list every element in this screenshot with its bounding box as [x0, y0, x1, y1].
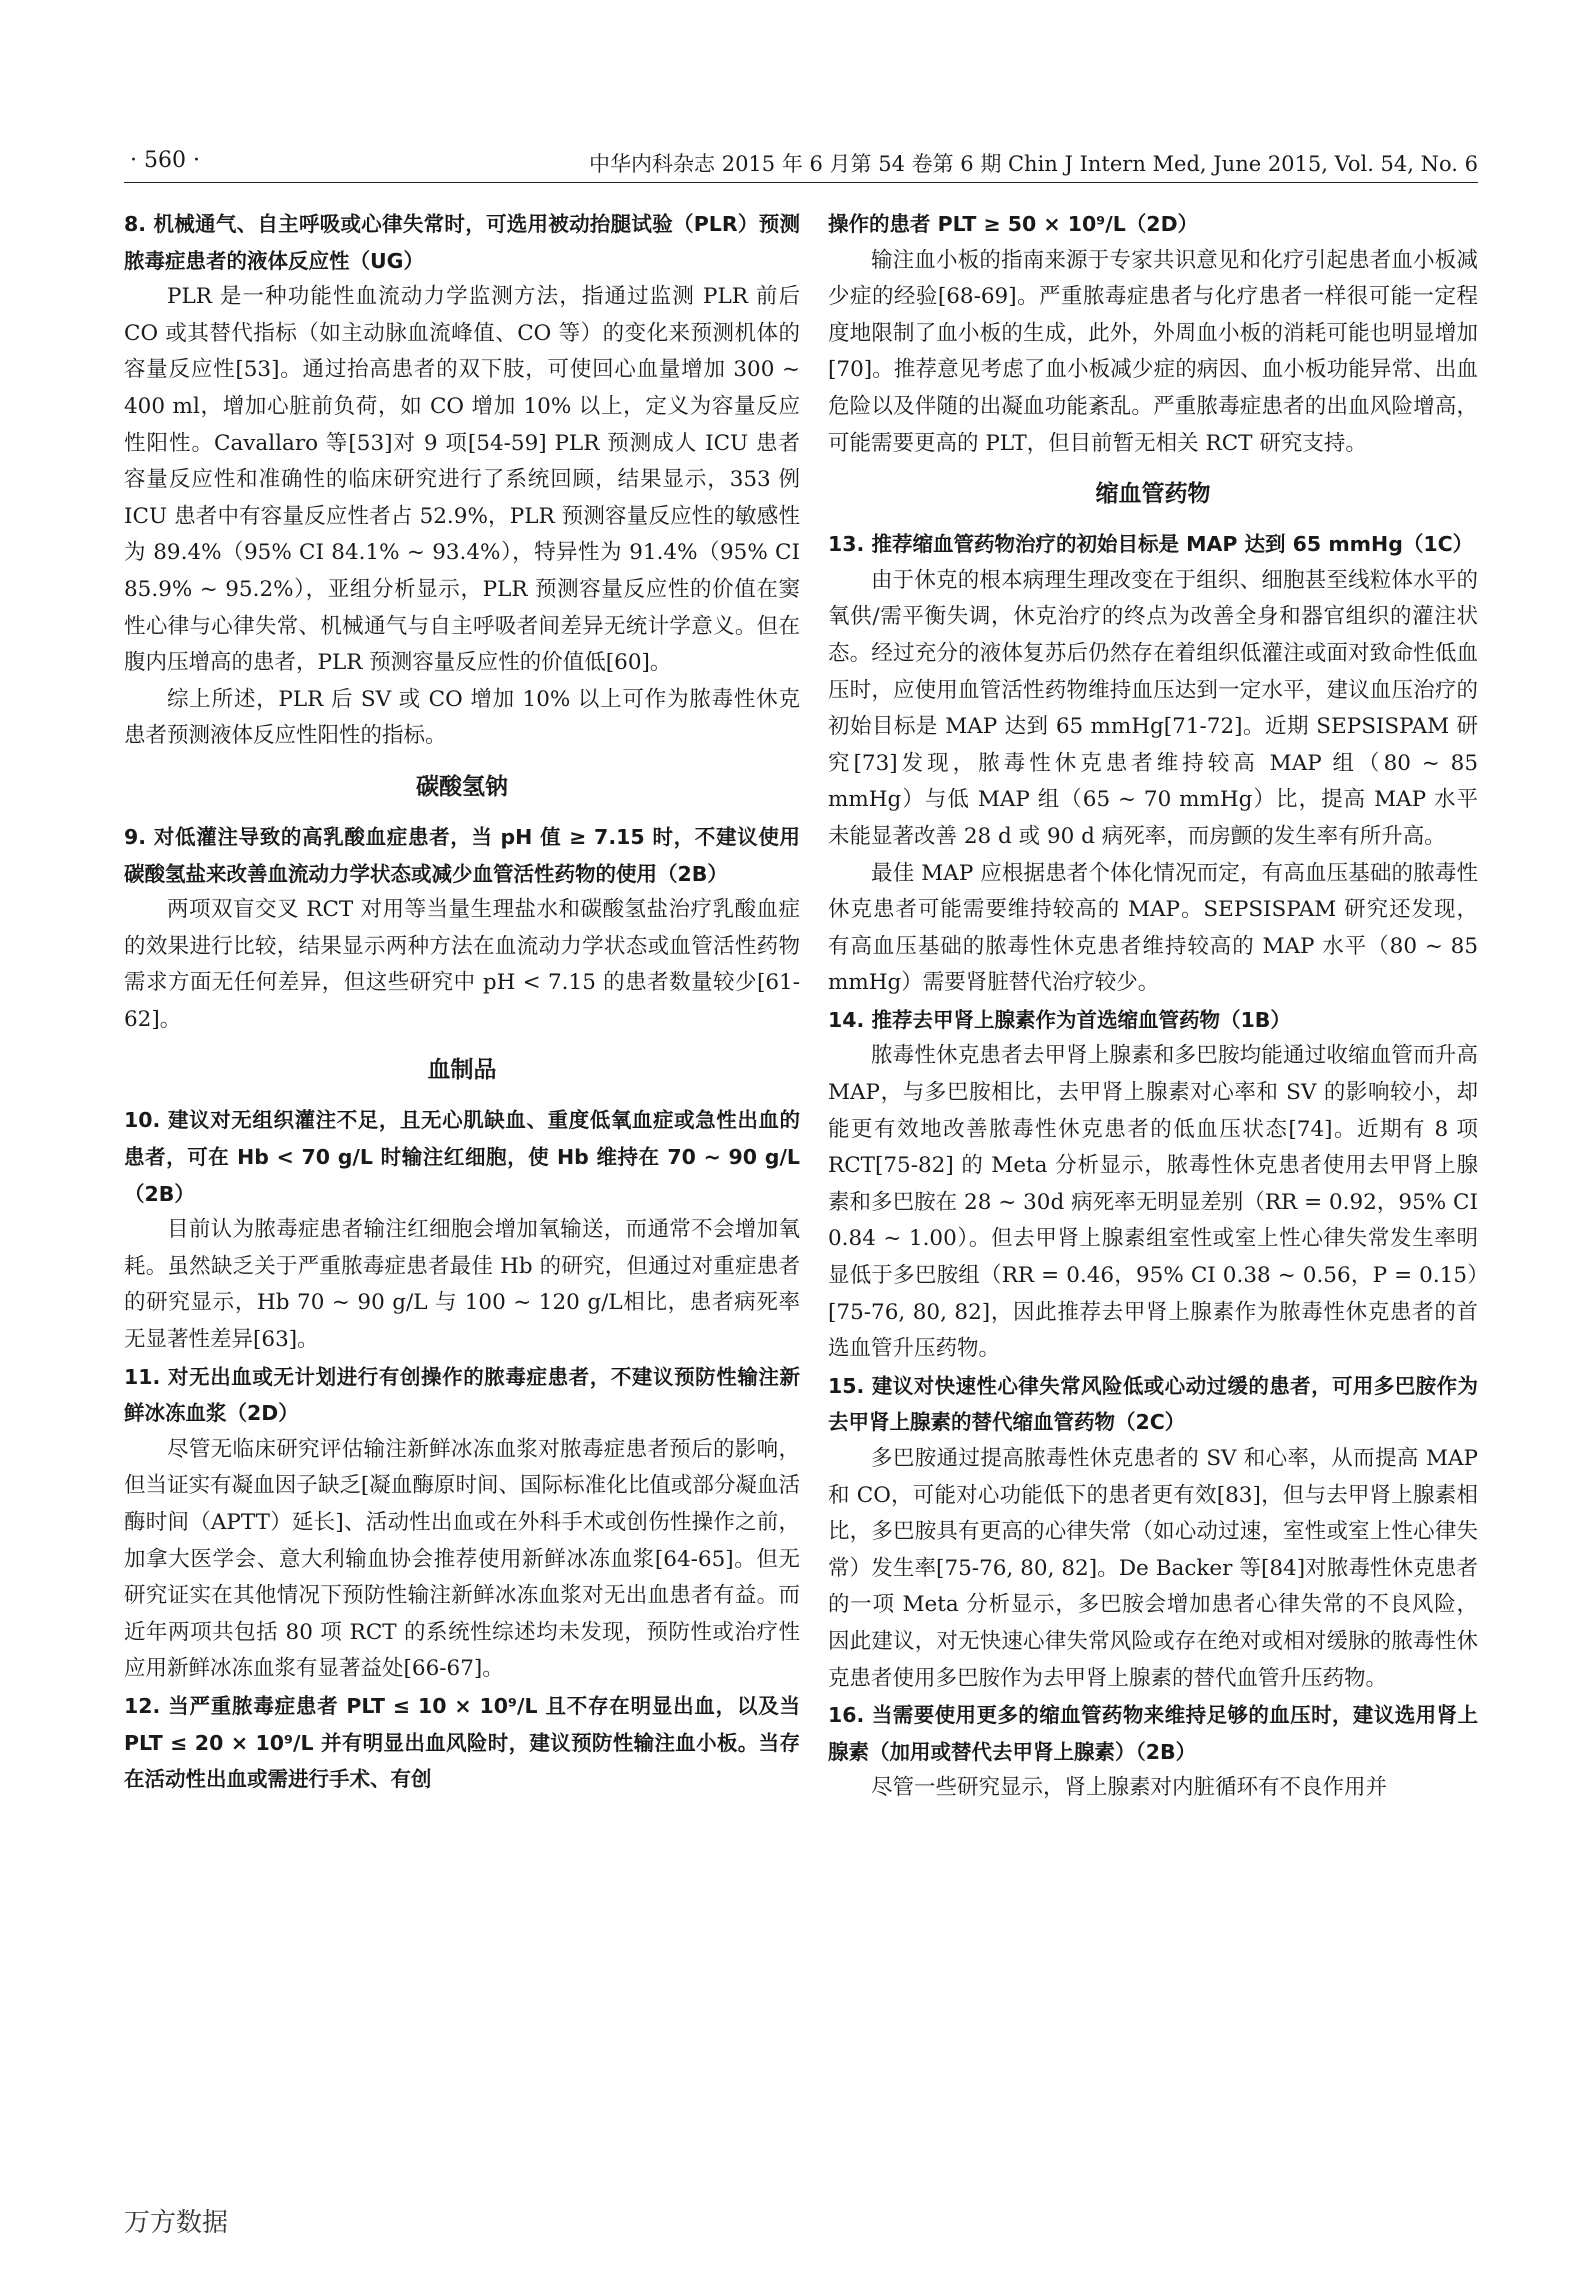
paragraph: 综上所述，PLR 后 SV 或 CO 增加 10% 以上可作为脓毒性休克患者预测液体反应性阳性的指标。: [124, 686, 800, 749]
paragraph: 由于休克的根本病理生理改变在于组织、细胞甚至线粒体水平的氧供/需平衡失调，休克治疗的终点为改善全身和器官组织的灌注状态。经过充分的液体复苏后仍然存在着组织低灌注或面对致命性低血压时，应使用血管活性药物维持血压达到一定水平，建议血压治疗的初始目标是 MAP 达到 65 mmHg[71-72]。近期 SEPSISPAM 研究[73]发现，脓毒性休克患者维持较高 MAP 组（80 ~ 85 mmHg）与低 MAP 组（65 ~ 70 mmHg）比，提高 MAP 水平未能显著改善 28 d 或 90 d 病死率，而房颤的发生率有所升高。: [828, 567, 1478, 849]
paragraph: 最佳 MAP 应根据患者个体化情况而定，有高血压基础的脓毒性休克患者可能需要维持较高的 MAP。SEPSISPAM 研究还发现，有高血压基础的脓毒性休克患者维持较高的 MAP 水平（80 ~ 85 mmHg）需要肾脏替代治疗较少。: [828, 860, 1478, 996]
recommendation-16: 16. 当需要使用更多的缩血管药物来维持足够的血压时，建议选用肾上腺素（加用或替代去甲肾上腺素）（2B）: [828, 1703, 1478, 1764]
recommendation-15: 15. 建议对快速性心律失常风险低或心动过缓的患者，可用多巴胺作为去甲肾上腺素的替代缩血管药物（2C）: [828, 1373, 1478, 1435]
recommendation-9: 9. 对低灌注导致的高乳酸血症患者，当 pH 值 ≥ 7.15 时，不建议使用碳酸氢盐来改善血流动力学状态或减少血管活性药物的使用（2B）: [124, 824, 800, 886]
recommendation-14: 14. 推荐去甲肾上腺素作为首选缩血管药物（1B）: [828, 1007, 1291, 1032]
section-heading: 血制品: [427, 1057, 497, 1084]
header-rule: [124, 182, 1478, 183]
recommendation-8: 8. 机械通气、自主呼吸或心律失常时，可选用被动抬腿试验（PLR）预测脓毒症患者的液体反应性（UG）: [124, 212, 800, 273]
paragraph: 两项双盲交叉 RCT 对用等当量生理盐水和碳酸氢盐治疗乳酸血症的效果进行比较，结果显示两种方法在血流动力学状态或血管活性药物需求方面无任何差异，但这些研究中 pH < 7.15 的患者数量较少[61-62]。: [124, 897, 800, 1032]
left-column: [124, 206, 800, 1798]
section-heading: 缩血管药物: [1095, 481, 1211, 508]
journal-header: 中华内科杂志 2015 年 6 月第 54 卷第 6 期 Chin J Intern Med, June 2015, Vol. 54, No. 6: [589, 152, 1478, 176]
recommendation-13: 13. 推荐缩血管药物治疗的初始目标是 MAP 达到 65 mmHg（1C）: [828, 532, 1474, 557]
page-number: · 560 ·: [130, 148, 200, 173]
paragraph: 输注血小板的指南来源于专家共识意见和化疗引起患者血小板减少症的经验[68-69]。严重脓毒症患者与化疗患者一样很可能一定程度地限制了血小板的生成，此外，外周血小板的消耗可能也明显增加[70]。推荐意见考虑了血小板减少症的病因、血小板功能异常、出血危险以及伴随的出凝血功能紊乱。严重脓毒症患者的出血风险增高，可能需要更高的 PLT，但目前暂无相关 RCT 研究支持。: [828, 247, 1478, 456]
paragraph: 目前认为脓毒症患者输注红细胞会增加氧输送，而通常不会增加氧耗。虽然缺乏关于严重脓毒症患者最佳 Hb 的研究，但通过对重症患者的研究显示，Hb 70 ~ 90 g/L 与 100 ~ 120 g/L相比，患者病死率无显著性差异[63]。: [124, 1217, 800, 1353]
recommendation-11: 11. 对无出血或无计划进行有创操作的脓毒症患者，不建议预防性输注新鲜冰冻血浆（2D）: [124, 1364, 800, 1426]
paragraph: 多巴胺通过提高脓毒性休克患者的 SV 和心率，从而提高 MAP 和 CO，可能对心功能低下的患者更有效[83]，但与去甲肾上腺素相比，多巴胺具有更高的心律失常（如心动过速，室性或室上性心律失常）发生率[75-76, 80, 82]。De Backer 等[84]对脓毒性休克患者的一项 Meta 分析显示，多巴胺会增加患者心律失常的不良风险，因此建议，对无快速心律失常风险或存在绝对或相对缓脉的脓毒性休克患者使用多巴胺作为去甲肾上腺素的替代血管升压药物。: [828, 1446, 1478, 1691]
recommendation-12-cont: 操作的患者 PLT ≥ 50 × 10⁹/L（2D）: [828, 212, 1199, 236]
recommendation-12: 12. 当严重脓毒症患者 PLT ≤ 10 × 10⁹/L 且不存在明显出血，以及当 PLT ≤ 20 × 10⁹/L 并有明显出血风险时，建议预防性输注血小板。当存在活动性出血或需进行手术、有创: [124, 1693, 800, 1792]
recommendation-10: 10. 建议对无组织灌注不足，且无心肌缺血、重度低氧血症或急性出血的患者，可在 Hb < 70 g/L 时输注红细胞，使 Hb 维持在 70 ~ 90 g/L（2B）: [124, 1108, 800, 1206]
paragraph: 脓毒性休克患者去甲肾上腺素和多巴胺均能通过收缩血管而升高 MAP，与多巴胺相比，去甲肾上腺素对心率和 SV 的影响较小，却能更有效地改善脓毒性休克患者的低血压状态[74]。近期有 8 项 RCT[75-82] 的 Meta 分析显示，脓毒性休克患者使用去甲肾上腺素和多巴胺在 28 ~ 30d 病死率无明显差别（RR = 0.92，95% CI 0.84 ~ 1.00）。但去甲肾上腺素组室性或室上性心律失常发生率明显低于多巴胺组（RR = 0.46，95% CI 0.38 ~ 0.56，P = 0.15）[75-76, 80, 82]，因此推荐去甲肾上腺素作为脓毒性休克患者的首选血管升压药物。: [828, 1043, 1478, 1362]
paragraph: PLR 是一种功能性血流动力学监测方法，指通过监测 PLR 前后 CO 或其替代指标（如主动脉血流峰值、CO 等）的变化来预测机体的容量反应性[53]。通过抬高患者的双下肢，可使回心血量增加 300 ~ 400 ml，增加心脏前负荷，如 CO 增加 10% 以上，定义为容量反应性阳性。Cavallaro 等[53]对 9 项[54-59] PLR 预测成人 ICU 患者容量反应性和准确性的临床研究进行了系统回顾，结果显示，353 例 ICU 患者中有容量反应性者占 52.9%，PLR 预测容量反应性的敏感性为 89.4%（95% CI 84.1% ~ 93.4%），特异性为 91.4%（95% CI 85.9% ~ 95.2%），亚组分析显示，PLR 预测容量反应性的价值在窦性心律与心律失常、机械通气与自主呼吸者间差异无统计学意义。但在腹内压增高的患者，PLR 预测容量反应性的价值低[60]。: [124, 284, 800, 676]
right-column: [828, 206, 1478, 1807]
footer-watermark: 万方数据: [124, 2208, 229, 2238]
paragraph: 尽管一些研究显示，肾上腺素对内脏循环有不良作用并: [871, 1775, 1388, 1801]
section-heading: 碳酸氢钠: [416, 773, 508, 800]
paragraph: 尽管无临床研究评估输注新鲜冰冻血浆对脓毒症患者预后的影响，但当证实有凝血因子缺乏[凝血酶原时间、国际标准化比值或部分凝血活酶时间（APTT）延长]、活动性出血或在外科手术或创伤性操作之前，加拿大医学会、意大利输血协会推荐使用新鲜冰冻血浆[64-65]。但无研究证实在其他情况下预防性输注新鲜冰冻血浆对无出血患者有益。而近年两项共包括 80 项 RCT 的系统性综述均未发现，预防性或治疗性应用新鲜冰冻血浆有显著益处[66-67]。: [124, 1436, 800, 1682]
